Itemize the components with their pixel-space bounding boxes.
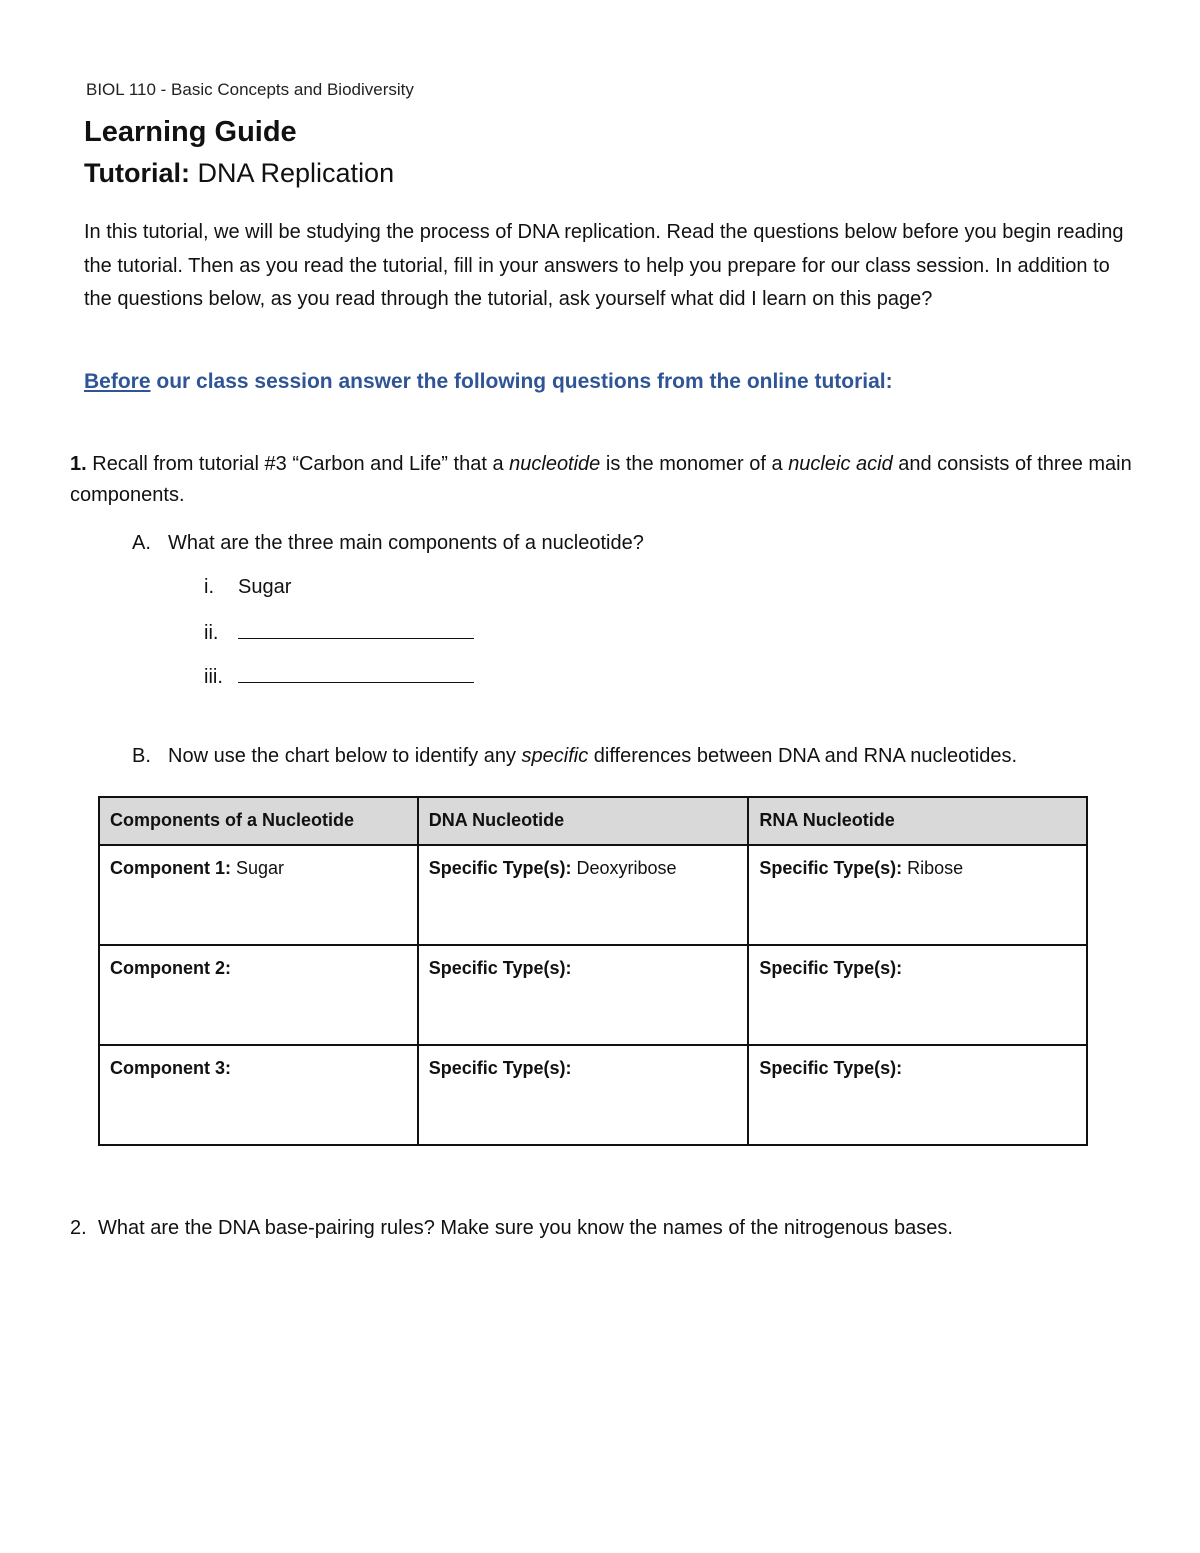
table-cell-rna[interactable] bbox=[748, 845, 1087, 945]
question-1-italic-a: nucleotide bbox=[509, 453, 601, 475]
rna-type-label: Specific Type(s): bbox=[759, 958, 903, 978]
table-header-rna: RNA Nucleotide bbox=[748, 797, 1087, 845]
component-value: Sugar bbox=[231, 858, 285, 878]
dna-type-label: Specific Type(s): bbox=[428, 858, 572, 878]
tutorial-name: DNA Replication bbox=[197, 158, 395, 188]
dna-type-label: Specific Type(s): bbox=[428, 958, 572, 978]
answer-blank-2[interactable] bbox=[238, 620, 474, 639]
table-cell-component[interactable] bbox=[99, 945, 418, 1045]
table-cell-dna[interactable] bbox=[418, 945, 749, 1045]
question-1a bbox=[132, 532, 644, 555]
rna-type-label: Specific Type(s): bbox=[759, 1058, 903, 1078]
question-1-text-b: is the monomer of a bbox=[600, 453, 789, 475]
table-cell-dna[interactable] bbox=[418, 845, 749, 945]
component-item-1-number: i. bbox=[204, 576, 214, 598]
component-label: Component 2: bbox=[110, 958, 231, 978]
dna-type-value: Deoxyribose bbox=[571, 858, 677, 878]
question-1-italic-b: nucleic acid bbox=[788, 453, 893, 475]
table-header-dna: DNA Nucleotide bbox=[418, 797, 749, 845]
table-cell-rna[interactable] bbox=[748, 1045, 1087, 1145]
component-label: Component 1: bbox=[110, 858, 231, 878]
question-1b-italic: specific bbox=[521, 745, 589, 767]
component-item-1 bbox=[204, 576, 291, 599]
component-item-1-answer: Sugar bbox=[238, 576, 292, 598]
question-2 bbox=[70, 1217, 953, 1240]
tutorial-subtitle bbox=[84, 158, 394, 189]
table-header-components: Components of a Nucleotide bbox=[99, 797, 418, 845]
component-item-3-number: iii. bbox=[204, 666, 223, 688]
question-1a-text: What are the three main components of a nucleotide? bbox=[168, 532, 644, 554]
question-1a-label: A. bbox=[132, 532, 151, 554]
component-label: Component 3: bbox=[110, 1058, 231, 1078]
table-cell-component[interactable] bbox=[99, 1045, 418, 1145]
question-1b-label: B. bbox=[132, 745, 151, 767]
component-item-2-number: ii. bbox=[204, 622, 219, 644]
before-underlined: Before bbox=[84, 370, 151, 393]
table-cell-dna[interactable] bbox=[418, 1045, 749, 1145]
question-1-text-a: Recall from tutorial #3 “Carbon and Life” that a bbox=[86, 453, 510, 475]
question-2-text: What are the DNA base-pairing rules? Make sure you know the names of the nitrogenous bases. bbox=[98, 1217, 953, 1239]
tutorial-label: Tutorial: bbox=[84, 158, 190, 188]
component-item-2 bbox=[204, 620, 474, 645]
intro-paragraph: In this tutorial, we will be studying the process of DNA replication. Read the questions below before you begin reading the tutorial. Then as you read the tutorial, fill in your answers to help you prepare for our class session. In addition to the questions below, as you read through the tutorial, ask yourself what did I learn on this page? bbox=[84, 221, 1124, 310]
before-heading bbox=[84, 370, 893, 394]
question-1b-text-a: Now use the chart below to identify any bbox=[168, 745, 522, 767]
question-1-number: 1. bbox=[70, 453, 87, 475]
course-name: BIOL 110 - Basic Concepts and Biodiversity bbox=[86, 80, 414, 99]
question-1-text-c: and consists of three main components. bbox=[70, 453, 1132, 506]
rna-type-value: Ribose bbox=[902, 858, 964, 878]
question-1 bbox=[70, 449, 1140, 511]
question-1b-text-b: differences between DNA and RNA nucleotides. bbox=[588, 745, 1018, 767]
table-cell-component[interactable] bbox=[99, 845, 418, 945]
table-cell-rna[interactable] bbox=[748, 945, 1087, 1045]
table-header-row bbox=[99, 797, 1087, 845]
question-2-number: 2. bbox=[70, 1217, 87, 1239]
component-item-3 bbox=[204, 664, 474, 689]
table-row bbox=[99, 945, 1087, 1045]
page-title: Learning Guide bbox=[84, 116, 297, 148]
rna-type-label: Specific Type(s): bbox=[759, 858, 903, 878]
table-row bbox=[99, 1045, 1087, 1145]
before-rest: our class session answer the following questions from the online tutorial: bbox=[150, 370, 893, 393]
nucleotide-comparison-table bbox=[98, 796, 1088, 1146]
dna-type-label: Specific Type(s): bbox=[428, 1058, 572, 1078]
question-1b bbox=[132, 745, 1017, 768]
answer-blank-3[interactable] bbox=[238, 664, 474, 683]
table-row bbox=[99, 845, 1087, 945]
